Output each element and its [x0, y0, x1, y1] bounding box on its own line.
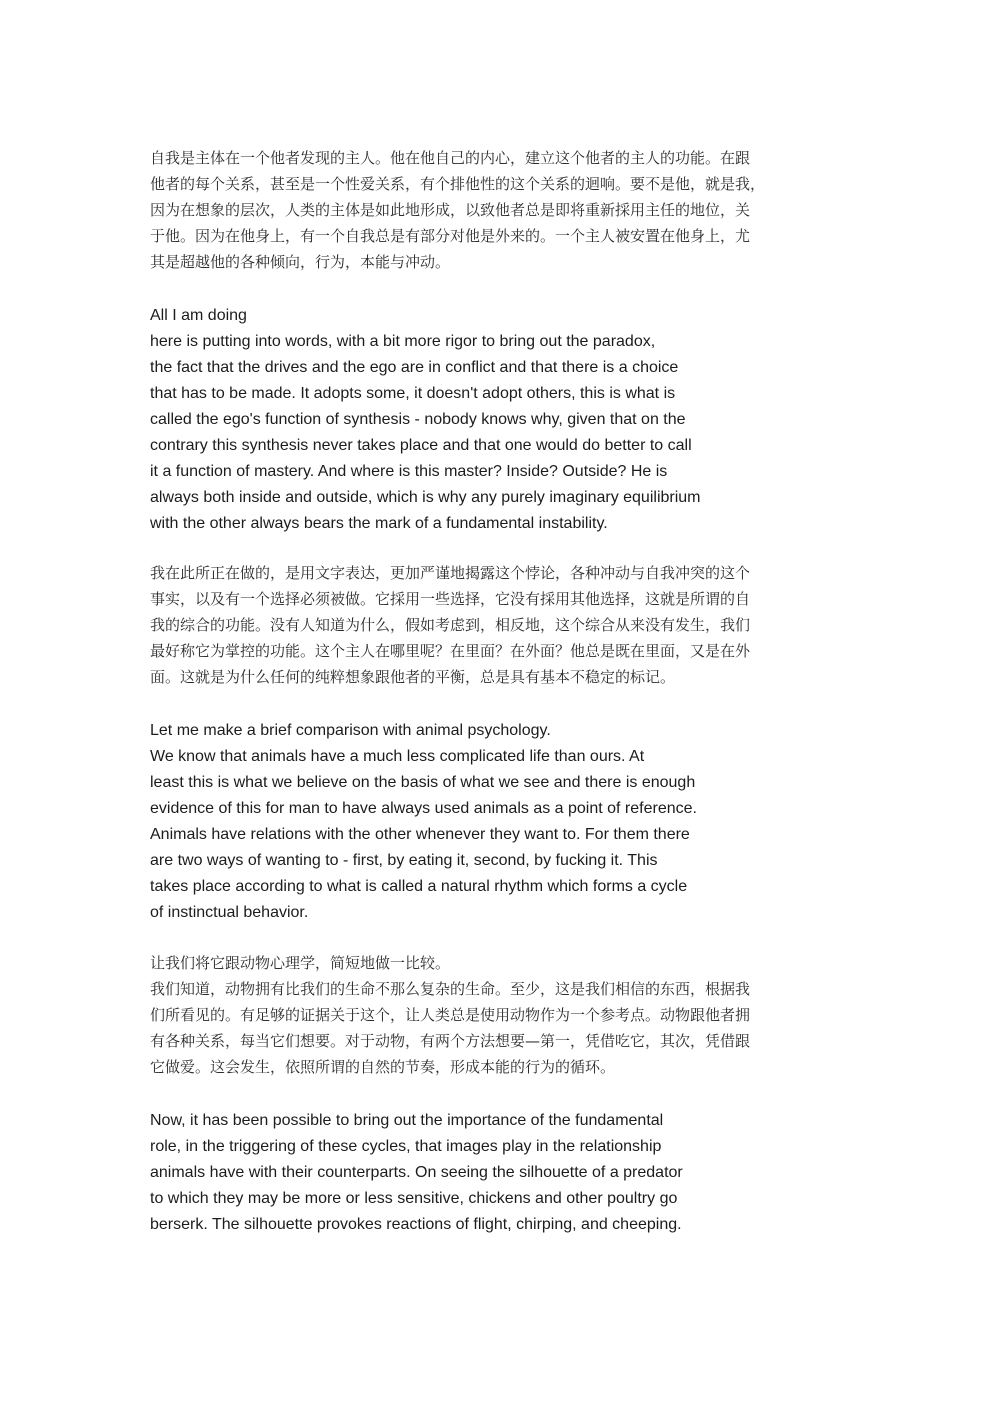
text-line: 我们知道，动物拥有比我们的生命不那么复杂的生命。至少，这是我们相信的东西，根据我	[150, 980, 751, 998]
text-line: evidence of this for man to have always used animals as a point of reference.	[150, 800, 697, 817]
text-line: All I am doing	[150, 307, 247, 324]
text-line: are two ways of wanting to - first, by eating it, second, by fucking it. This	[150, 852, 658, 869]
text-line: animals have with their counterparts. On seeing the silhouette of a predator	[150, 1164, 683, 1181]
text-line: 有各种关系，每当它们想要。对于动物，有两个方法想要—第一，凭借吃它，其次，凭借跟	[150, 1032, 751, 1050]
text-line: 它做爱。这会发生，依照所谓的自然的节奏，形成本能的行为的循环。	[150, 1058, 616, 1076]
text-line: 自我是主体在一个他者发现的主人。他在他自己的内心，建立这个他者的主人的功能。在跟	[150, 149, 751, 167]
english-paragraph-silhouette	[150, 1108, 683, 1238]
english-paragraph-animal-psychology	[150, 718, 697, 926]
text-line: 我的综合的功能。没有人知道为什么，假如考虑到，相反地，这个综合从来没有发生，我们	[150, 616, 751, 634]
text-line: it a function of mastery. And where is this master? Inside? Outside? He is	[150, 463, 668, 480]
text-line: the fact that the drives and the ego are in conflict and that there is a choice	[150, 359, 679, 376]
text-line: that has to be made. It adopts some, it doesn't adopt others, this is what is	[150, 385, 676, 402]
text-line: least this is what we believe on the basis of what we see and there is enough	[150, 774, 696, 791]
text-line: We know that animals have a much less complicated life than ours. At	[150, 748, 645, 765]
text-line: berserk. The silhouette provokes reactions of flight, chirping, and cheeping.	[150, 1216, 682, 1233]
text-line: 因为在想象的层次，人类的主体是如此地形成，以致他者总是即将重新採用主任的地位，关	[150, 201, 751, 219]
text-line: Animals have relations with the other whenever they want to. For them there	[150, 826, 690, 843]
text-line: 我在此所正在做的，是用文字表达，更加严谨地揭露这个悖论，各种冲动与自我冲突的这个	[150, 564, 751, 582]
text-line: 于他。因为在他身上，有一个自我总是有部分对他是外来的。一个主人被安置在他身上，尤	[150, 227, 751, 245]
text-line: 让我们将它跟动物心理学，简短地做一比较。	[150, 954, 451, 972]
chinese-paragraph-animal-psychology	[150, 950, 750, 1080]
text-line: 们所看见的。有足够的证据关于这个，让人类总是使用动物作为一个参考点。动物跟他者拥	[150, 1006, 751, 1024]
text-line: takes place according to what is called a natural rhythm which forms a cycle	[150, 878, 688, 895]
text-line: 其是超越他的各种倾向，行为，本能与冲动。	[150, 253, 451, 271]
chinese-paragraph-paradox	[150, 560, 750, 690]
text-line: called the ego's function of synthesis - nobody knows why, given that on the	[150, 411, 686, 428]
text-line: Now, it has been possible to bring out the importance of the fundamental	[150, 1112, 664, 1129]
english-paragraph-paradox	[150, 303, 701, 537]
text-line: always both inside and outside, which is why any purely imaginary equilibrium	[150, 489, 701, 506]
text-line: role, in the triggering of these cycles, that images play in the relationship	[150, 1138, 662, 1155]
chinese-paragraph-ego-master	[150, 145, 765, 275]
text-line: 事实，以及有一个选择必须被做。它採用一些选择，它没有採用其他选择，这就是所谓的自	[150, 590, 751, 608]
text-line: 他者的每个关系，甚至是一个性爱关系，有个排他性的这个关系的迴响。要不是他，就是我，	[150, 175, 766, 193]
text-line: here is putting into words, with a bit more rigor to bring out the paradox,	[150, 333, 656, 350]
text-line: 最好称它为掌控的功能。这个主人在哪里呢？在里面？在外面？他总是既在里面，又是在外	[150, 642, 751, 660]
text-line: of instinctual behavior.	[150, 904, 309, 921]
text-line: 面。这就是为什么任何的纯粹想象跟他者的平衡，总是具有基本不稳定的标记。	[150, 668, 676, 686]
text-line: Let me make a brief comparison with animal psychology.	[150, 722, 551, 739]
text-line: with the other always bears the mark of a fundamental instability.	[150, 515, 608, 532]
text-line: to which they may be more or less sensitive, chickens and other poultry go	[150, 1190, 678, 1207]
text-line: contrary this synthesis never takes place and that one would do better to call	[150, 437, 692, 454]
